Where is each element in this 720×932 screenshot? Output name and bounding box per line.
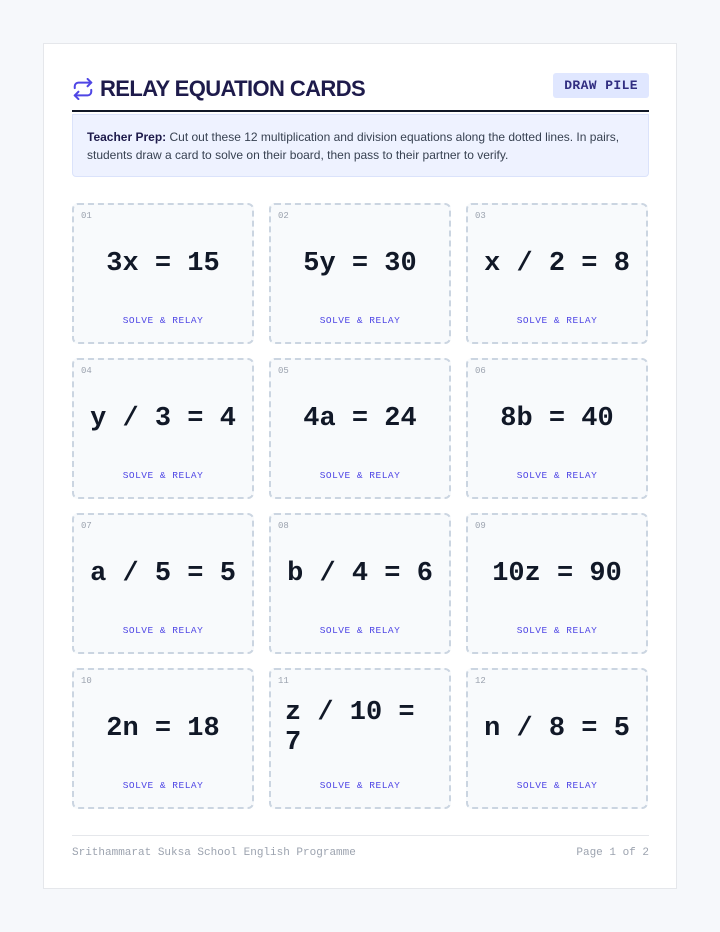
card-equation: n / 8 = 5 <box>484 714 630 744</box>
equation-card <box>466 513 648 654</box>
equation-card <box>466 203 648 344</box>
worksheet-page <box>43 43 677 889</box>
card-number: 03 <box>475 211 486 221</box>
page-title: RELAY EQUATION CARDS <box>100 76 366 101</box>
card-footer: SOLVE & RELAY <box>319 470 401 481</box>
card-footer: SOLVE & RELAY <box>516 315 598 326</box>
card-footer: SOLVE & RELAY <box>319 625 401 636</box>
title-group <box>72 76 365 102</box>
card-number: 01 <box>81 211 92 221</box>
card-equation: b / 4 = 6 <box>287 559 433 589</box>
equation-card <box>269 513 451 654</box>
card-equation: 5y = 30 <box>303 249 417 279</box>
card-number: 09 <box>475 521 486 531</box>
card-equation: 3x = 15 <box>106 249 220 279</box>
card-number: 10 <box>81 676 92 686</box>
card-equation: z / 10 = 7 <box>285 698 415 758</box>
equation-card <box>72 513 254 654</box>
card-number: 12 <box>475 676 486 686</box>
card-equation: 10z = 90 <box>492 559 622 589</box>
page-number: Page 1 of 2 <box>576 847 649 859</box>
card-footer: SOLVE & RELAY <box>319 780 401 791</box>
equation-card <box>72 358 254 499</box>
card-number: 07 <box>81 521 92 531</box>
card-equation: 8b = 40 <box>500 404 614 434</box>
card-footer: SOLVE & RELAY <box>122 470 204 481</box>
card-equation: x / 2 = 8 <box>484 249 630 279</box>
school-name: Srithammarat Suksa School English Programme <box>72 847 356 859</box>
card-equation: a / 5 = 5 <box>90 559 236 589</box>
card-number: 08 <box>278 521 289 531</box>
equation-card <box>466 668 648 809</box>
equation-card <box>466 358 648 499</box>
card-equation: 2n = 18 <box>106 714 220 744</box>
teacher-prep-text: Cut out these 12 multiplication and division equations along the dotted lines. In pairs, students draw a card to solve on their board, then pass to their partner to verify. <box>87 130 620 162</box>
card-footer: SOLVE & RELAY <box>516 470 598 481</box>
teacher-prep-note <box>72 114 649 177</box>
equation-card <box>72 668 254 809</box>
card-equation: y / 3 = 4 <box>90 404 236 434</box>
equation-card <box>72 203 254 344</box>
card-footer: SOLVE & RELAY <box>516 625 598 636</box>
card-footer: SOLVE & RELAY <box>122 315 204 326</box>
equation-card <box>269 203 451 344</box>
teacher-prep-label: Teacher Prep: <box>87 130 167 144</box>
equation-card <box>269 668 451 809</box>
card-number: 05 <box>278 366 289 376</box>
page-header <box>72 72 649 112</box>
card-footer: SOLVE & RELAY <box>516 780 598 791</box>
page-footer <box>72 835 649 859</box>
card-number: 11 <box>278 676 289 686</box>
card-number: 06 <box>475 366 486 376</box>
repeat-icon <box>72 78 94 100</box>
card-footer: SOLVE & RELAY <box>319 315 401 326</box>
equation-card <box>269 358 451 499</box>
card-number: 02 <box>278 211 289 221</box>
card-footer: SOLVE & RELAY <box>122 780 204 791</box>
card-footer: SOLVE & RELAY <box>122 625 204 636</box>
card-equation: 4a = 24 <box>303 404 417 434</box>
card-number: 04 <box>81 366 92 376</box>
draw-pile-badge: DRAW PILE <box>553 73 649 98</box>
